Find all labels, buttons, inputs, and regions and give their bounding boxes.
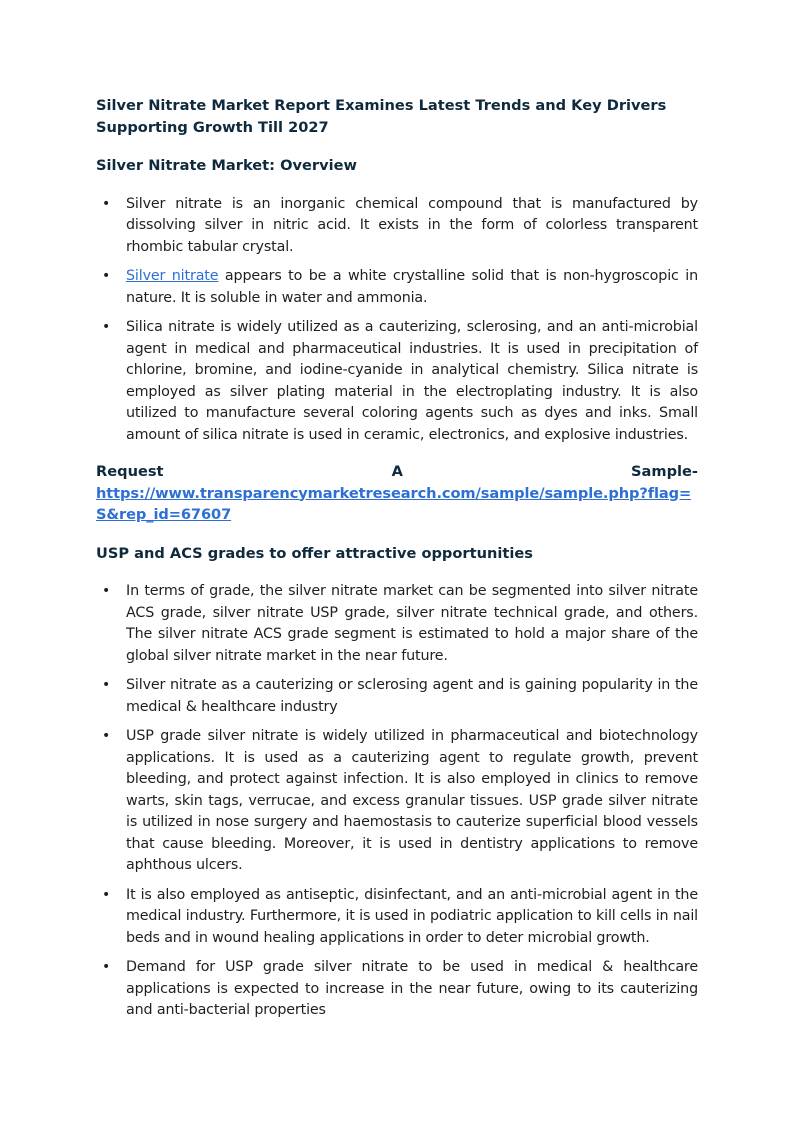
list-item — [96, 194, 698, 259]
bullet-icon: • — [102, 728, 111, 744]
bullet-icon: • — [102, 268, 111, 284]
document-page — [96, 95, 698, 1030]
list-item — [96, 317, 698, 446]
bullet-icon: • — [102, 319, 111, 335]
list-item-text: appears to be a white crystalline solid that is non-hygroscopic in nature. It is soluble in water and ammonia. — [126, 268, 698, 306]
request-word: Request — [96, 463, 164, 480]
bullet-icon: • — [102, 886, 111, 903]
list-item-text: USP grade silver nitrate is widely utilized in pharmaceutical and biotechnology applications. It is used as a cauterizing agent to regulate growth, prevent bleeding, and protect against infection. It is also employed in clinics to remove warts, skin tags, verrucae, and excess granular tissues. USP grade silver nitrate is utilized in nose surgery and haemostasis to cauterize superficial blood vessels that cause bleeding. Moreover, it is used in dentistry applications to remove aphthous ulcers. — [126, 728, 698, 873]
bullet-icon: • — [102, 959, 111, 975]
list-item — [96, 726, 698, 877]
list-item — [96, 266, 698, 309]
list-item-text: Silver nitrate is an inorganic chemical compound that is manufactured by dissolving silver in nitric acid. It exists in the form of colorless transparent rhombic tabular crystal. — [126, 195, 698, 255]
request-word: A — [391, 463, 403, 480]
list-item-text: Silica nitrate is widely utilized as a cauterizing, sclerosing, and an anti-microbial agent in medical and pharmaceutical industries. It is used in precipitation of chlorine, bromine, and iodine-cyanide in analytical chemistry. Silica nitrate is employed as silver plating material in the electroplating industry. It is also utilized to manufacture several coloring agents such as dyes and inks. Small amount of silica nitrate is used in ceramic, electronics, and explosive industries. — [126, 319, 698, 443]
list-item — [96, 675, 698, 718]
list-item — [96, 885, 698, 950]
list-item-text: Demand for USP grade silver nitrate to be used in medical & healthcare applications is expected to increase in the near future, owing to its cauterizing and anti-bacterial properties — [126, 959, 698, 1018]
request-sample-link[interactable]: https://www.transparencymarketresearch.com/sample/sample.php?flag=S&rep_id=67607 — [96, 484, 692, 523]
request-word: Sample- — [631, 463, 698, 480]
overview-bullet-list — [96, 194, 698, 447]
request-sample-block — [96, 461, 698, 526]
list-item — [96, 581, 698, 667]
list-item-text: Silver nitrate as a cauterizing or sclerosing agent and is gaining popularity in the medical & healthcare industry — [126, 677, 698, 715]
bullet-icon: • — [102, 583, 111, 599]
overview-heading: Silver Nitrate Market: Overview — [96, 157, 357, 174]
silver-nitrate-link[interactable]: Silver nitrate — [126, 268, 219, 284]
list-item-text: In terms of grade, the silver nitrate market can be segmented into silver nitrate ACS grade, silver nitrate USP grade, silver nitrate technical grade, and others. The silver nitrate ACS grade segment is estimated to hold a major share of the global silver nitrate market in the near future. — [126, 583, 698, 664]
bullet-icon: • — [102, 195, 111, 212]
grades-bullet-list — [96, 581, 698, 1022]
list-item — [96, 957, 698, 1022]
list-item-text: It is also employed as antiseptic, disinfectant, and an anti-microbial agent in the medical industry. Furthermore, it is used in podiatric application to kill cells in nail beds and in wound healing applications in order to deter microbial growth. — [126, 886, 698, 946]
page-title: Silver Nitrate Market Report Examines Latest Trends and Key Drivers Supporting Growth Till 2027 — [96, 97, 667, 136]
bullet-icon: • — [102, 677, 111, 693]
request-sample-label-row — [96, 461, 698, 483]
grades-heading: USP and ACS grades to offer attractive opportunities — [96, 544, 533, 562]
